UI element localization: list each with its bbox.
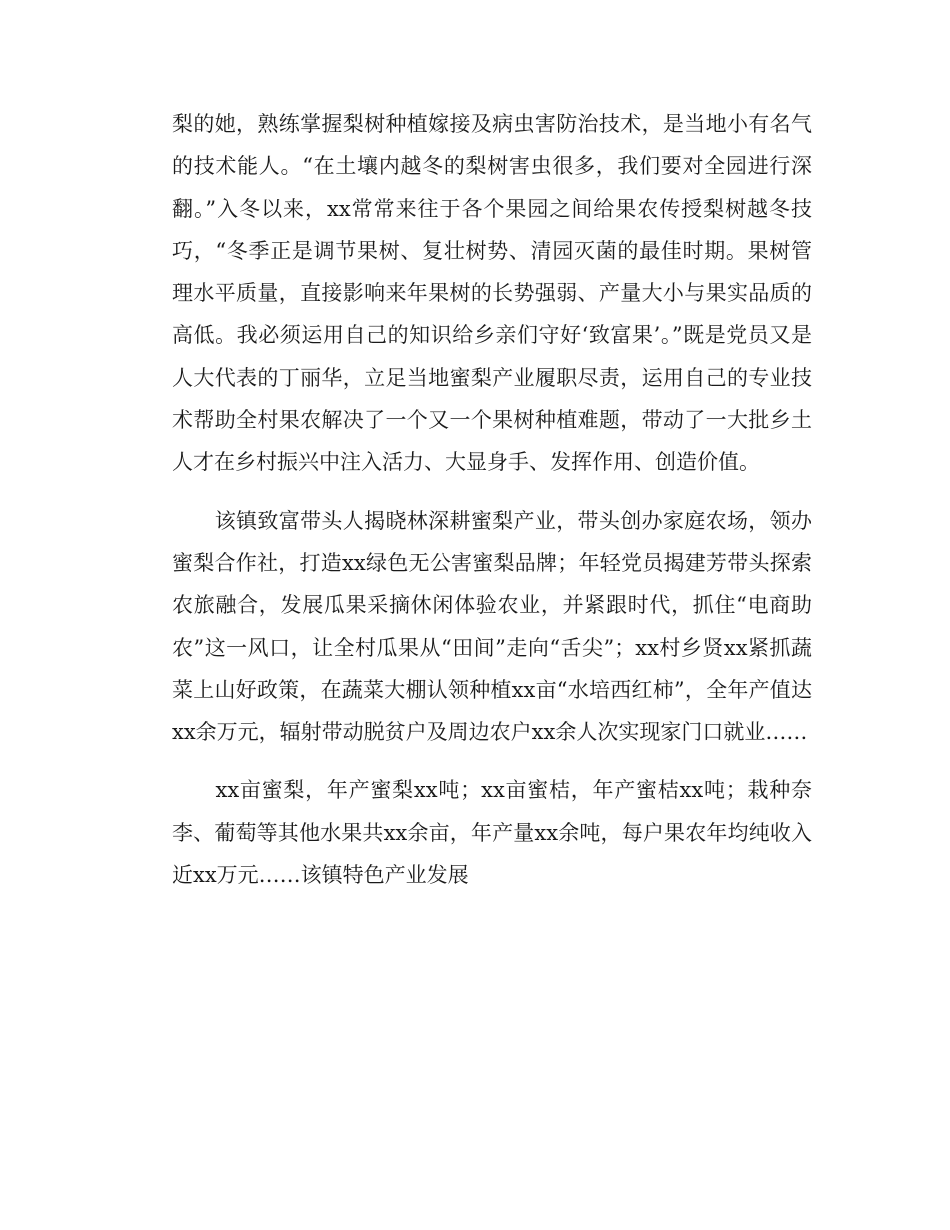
paragraph-3: xx亩蜜梨，年产蜜梨xx吨；xx亩蜜桔，年产蜜桔xx吨；栽种奈李、葡萄等其他水果共xx余亩，年产量xx余吨，每户果农年均纯收入近xx万元……该镇特色产业发展 [172,778,812,888]
paragraph-1: 梨的她，熟练掌握梨树种植嫁接及病虫害防治技术，是当地小有名气的技术能人。“在土壤内越冬的梨树害虫很多，我们要对全园进行深翻。”入冬以来，xx常常来往于各个果园之间给果农传授梨树越冬技巧，“冬季正是调节果树、复壮树势、清园灭菌的最佳时期。果树管理水平质量，直接影响来年果树的长势强弱、产量大小与果实品质的高低。我必须运用自己的知识给乡亲们守好‘致富果’。”既是党员又是人大代表的丁丽华，立足当地蜜梨产业履职尽责，运用自己的专业技术帮助全村果农解决了一个又一个果树种植难题，带动了一大批乡土人才在乡村振兴中注入活力、大显身手、发挥作用、创造价值。 [172,112,812,475]
document-body [172,103,812,896]
paragraph-2: 该镇致富带头人揭晓林深耕蜜梨产业，带头创办家庭农场，领办蜜梨合作社，打造xx绿色无公害蜜梨品牌；年轻党员揭建芳带头探索农旅融合，发展瓜果采摘休闲体验农业，并紧跟时代，抓住“电商助农”这一风口，让全村瓜果从“田间”走向“舌尖”；xx村乡贤xx紧抓蔬菜上山好政策，在蔬菜大棚认领种植xx亩“水培西红柿”，全年产值达xx余万元，辐射带动脱贫户及周边农户xx余人次实现家门口就业…… [172,508,812,745]
